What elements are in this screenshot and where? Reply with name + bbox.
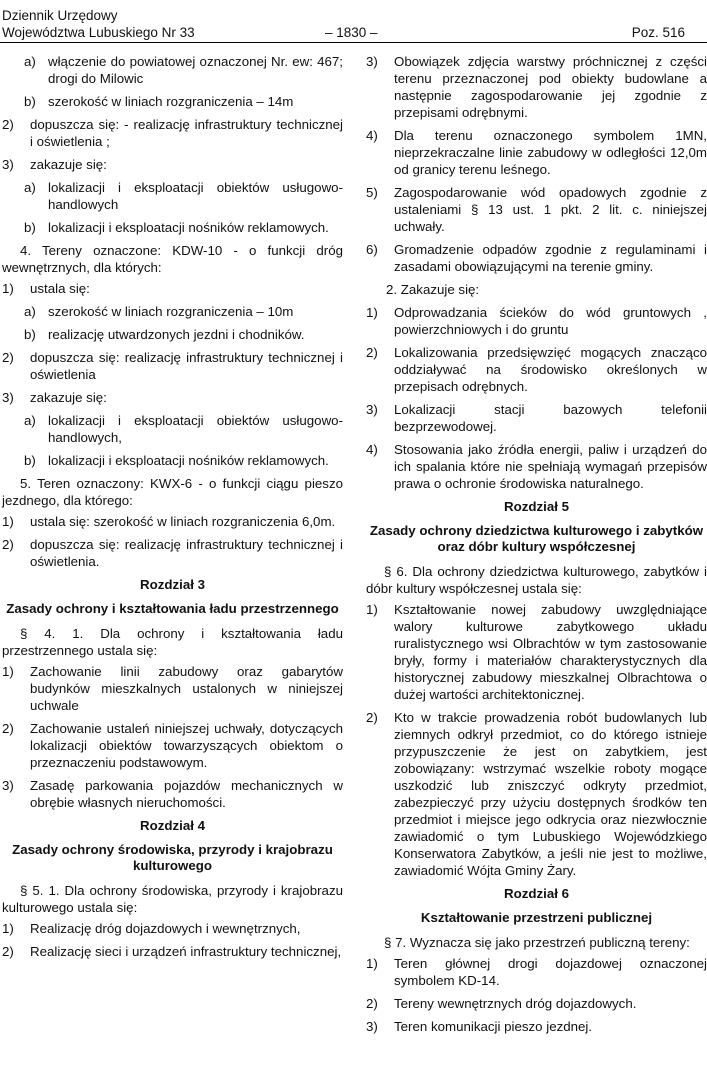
list-item: b) lokalizacji i eksploatacji nośników reklamowych. <box>24 453 329 468</box>
list-item: 3) zakazuje się: <box>2 390 107 405</box>
chapter-title: Kształtowanie przestrzeni publicznej <box>420 910 653 925</box>
list-item: b) realizację utwardzonych jezdni i chodników. <box>24 327 305 342</box>
list-item: 4) Dla terenu oznaczonego symbolem 1MN, nieprzekraczalne linie zabudowy w odległości 12,0m od granicy terenu leśnego. <box>366 128 707 177</box>
list-item: 4) Stosowania jako źródła energii, paliw i urządzeń do ich spalania które nie spełniają wymagań przepisów prawa o ochronie środowiska naturalnego. <box>366 442 707 491</box>
list-item: 2) Realizację sieci i urządzeń infrastruktury technicznej, <box>2 944 342 959</box>
list-item: 1) Kształtowanie nowej zabudowy uwzględniające walory kulturowe zabytkowego układu ruralistycznego wsi Olbrachtów w tym zastosowanie bryły, formy i materiałów charakterystycznych dla historycznej zabudowy mieszkalnej Olbrachtowa o dużej wartości architektonicznej. <box>366 602 707 702</box>
list-item: b) lokalizacji i eksploatacji nośników reklamowych. <box>24 220 329 235</box>
list-item: b) szerokość w liniach rozgraniczenia – 14m <box>24 94 294 109</box>
list-item: 3) Lokalizacji stacji bazowych telefonii bezprzewodowej. <box>366 402 707 434</box>
list-item: 2) dopuszcza się: realizację infrastruktury technicznej i oświetlenia. <box>2 537 343 569</box>
chapter-title: Zasady ochrony środowiska, przyrody i krajobrazu kulturowego <box>12 842 333 873</box>
list-item: 2) dopuszcza się: - realizację infrastruktury technicznej i oświetlenia ; <box>2 117 343 149</box>
page-header <box>0 0 707 44</box>
list-item: 1) Zachowanie linii zabudowy oraz gabarytów budynków mieszkalnych ustalonych w niniejszej uchwale <box>2 664 343 713</box>
list-item: a) szerokość w liniach rozgraniczenia – 10m <box>24 304 294 319</box>
paragraph: § 5. 1. Dla ochrony środowiska, przyrody i krajobrazu kulturowego ustala się: <box>2 883 343 915</box>
left-column <box>2 53 343 966</box>
right-column <box>366 53 707 1041</box>
paragraph: § 6. Dla ochrony dziedzictwa kulturowego, zabytków i dóbr kultury współczesnej ustala się: <box>366 564 707 596</box>
list-item: 2) dopuszcza się: realizację infrastruktury technicznej i oświetlenia <box>2 350 343 382</box>
chapter-title: Zasady ochrony i kształtowania ładu przestrzennego <box>6 601 339 616</box>
paragraph: § 4. 1. Dla ochrony i kształtowania ładu przestrzennego ustala się: <box>2 626 343 658</box>
paragraph: § 7. Wyznacza się jako przestrzeń publiczną tereny: <box>384 935 690 950</box>
paragraph: 4. Tereny oznaczone: KDW-10 - o funkcji dróg wewnętrznych, dla których: <box>2 243 343 275</box>
list-item: 3) Teren komunikacji pieszo jezdnej. <box>366 1019 593 1034</box>
list-item: a) włączenie do powiatowej oznaczonej Nr. ew: 467; drogi do Milowic <box>24 54 343 86</box>
section-label: 2. Zakazuje się: <box>386 282 480 297</box>
list-item: 3) zakazuje się: <box>2 157 107 172</box>
chapter-heading: Rozdział 4 <box>139 818 206 833</box>
chapter-title: Zasady ochrony dziedzictwa kulturowego i zabytków oraz dóbr kultury współczesnej <box>369 523 704 554</box>
position-number: Poz. 516 <box>631 25 685 40</box>
list-item: 2) Kto w trakcie prowadzenia robót budowlanych lub ziemnych odkrył przedmiot, co do którego istnieje przypuszczenie że jest on zabytkiem, jest zobowiązany: wstrzymać wszelkie roboty mogące uszkodzić lub zniszczyć odkryty przedmiot, zabezpieczyć przy użyciu dostępnych środków ten przedmiot i miejsce jego odkrycia oraz niezwłocznie zawiadomić o tym Lubuskiego Wojewódzkiego Konserwatora Zabytków, a jeśli nie jest to możliwe, zawiadomić Wójta Gminy Żary. <box>366 710 707 878</box>
list-item: 1) ustala się: szerokość w liniach rozgraniczenia 6,0m. <box>2 514 336 529</box>
list-item: 6) Gromadzenie odpadów zgodnie z regulaminami i zasadami obowiązującymi na terenie gminy. <box>366 242 707 274</box>
list-item: 3) Obowiązek zdjęcia warstwy próchnicznej z części terenu przeznaczonej pod obiekty budowlane a następnie zagospodarowanie jej zgodnie z przepisami odrębnymi. <box>366 54 707 120</box>
list-item: 3) Zasadę parkowania pojazdów mechanicznych w obrębie własnych nieruchomości. <box>2 778 343 810</box>
chapter-heading: Rozdział 6 <box>503 886 570 901</box>
chapter-heading: Rozdział 5 <box>503 499 570 514</box>
list-item: 1) ustala się: <box>2 281 90 296</box>
list-item: a) lokalizacji i eksploatacji obiektów usługowo-handlowych, <box>24 413 343 445</box>
header-rule <box>0 42 707 43</box>
journal-title: Dziennik Urzędowy <box>2 8 118 23</box>
chapter-heading: Rozdział 3 <box>139 577 206 592</box>
list-item: 2) Zachowanie ustaleń niniejszej uchwały, dotyczących lokalizacji obiektów towarzyszących obiektom o przeznaczeniu podstawowym. <box>2 721 343 770</box>
journal-issue: Województwa Lubuskiego Nr 33 <box>2 25 195 40</box>
list-item: 5) Zagospodarowanie wód opadowych zgodnie z ustaleniami § 13 ust. 1 pkt. 2 lit. c. niniejszej uchwały. <box>366 185 707 234</box>
paragraph: 5. Teren oznaczony: KWX-6 - o funkcji ciągu pieszo jezdnego, dla którego: <box>2 476 343 508</box>
list-item: 2) Tereny wewnętrznych dróg dojazdowych. <box>366 996 637 1011</box>
list-item: 1) Realizację dróg dojazdowych i wewnętrznych, <box>2 921 301 936</box>
list-item: 2) Lokalizowania przedsięwzięć mogących znacząco oddziaływać na środowisko określonych w przepisach odrębnych. <box>366 345 707 394</box>
list-item: 1) Odprowadzania ścieków do wód gruntowych , powierzchniowych i do gruntu <box>366 305 707 337</box>
list-item: 1) Teren głównej drogi dojazdowej oznaczonej symbolem KD-14. <box>366 956 707 988</box>
page-number: – 1830 – <box>325 25 378 40</box>
list-item: a) lokalizacji i eksploatacji obiektów usługowo-handlowych <box>24 180 343 212</box>
